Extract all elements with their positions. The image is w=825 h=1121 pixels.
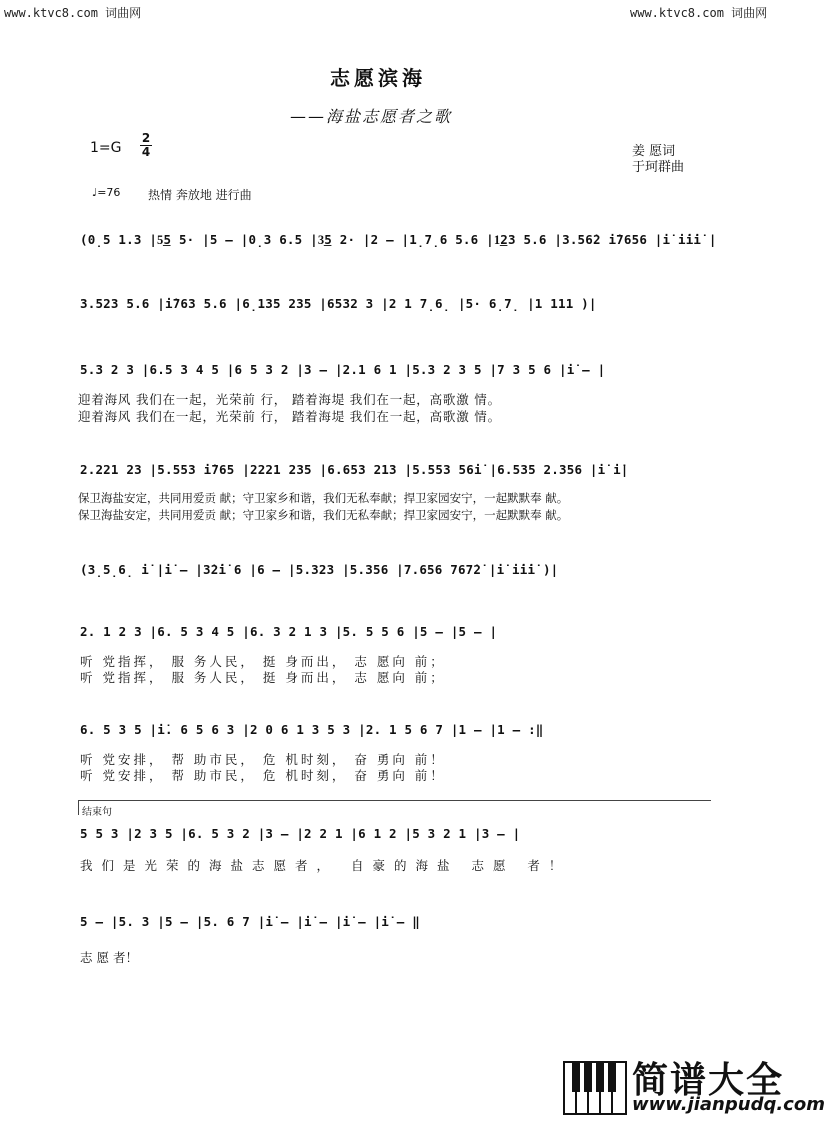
score-line-6-lyric-2: 听 党指挥， 服 务人民， 挺 身而出， 志 愿向 前；	[80, 670, 446, 685]
composer-credit: 于珂群曲	[632, 160, 685, 175]
score-line-8-lyric-1: 我们是光荣的海盐志愿者， 自豪的海盐 志愿 者！	[80, 858, 571, 873]
score-line-7-notes: 6. 5 3 5 |i̇. 6 5 6 3 |2 0 6 1 3 5 3 |2. 1 5 6 7 |1 – |1 – :‖	[80, 722, 544, 737]
score-line-8-notes: 5 5 3 |2 3 5 |6. 5 3 2 |3 – |2 2 1 |6 1 2 |5 3 2 1 |3 – |	[80, 826, 521, 841]
score-line-4-lyric-1: 保卫海盐安定，共同用爱贡 献；守卫家乡和谐，我们无私奉献；捍卫家园安宁，一起默默奉 献。	[78, 491, 569, 505]
ending-section-bracket	[78, 800, 711, 815]
lyricist-credit: 姜 愿词	[632, 144, 676, 159]
score-line-7-lyric-2: 听 党安排， 帮 助市民， 危 机时刻， 奋 勇向 前！	[80, 768, 446, 783]
site-watermark-left: www.ktvc8.com 词曲网	[4, 6, 142, 20]
expression-mark: 热情 奔放地 进行曲	[148, 188, 252, 202]
score-line-3-notes: 5.3 2 3 |6.5 3 4 5 |6 5 3 2 |3 – |2.1 6 1 |5.3 2 3 5 |7 3 5 6 |i̇ – |	[80, 362, 606, 377]
song-title: 志愿滨海	[330, 66, 426, 90]
key-signature: 1=G	[90, 140, 122, 156]
site-watermark-right: www.ktvc8.com 词曲网	[630, 6, 768, 20]
time-signature-bottom: 4	[141, 145, 151, 159]
score-line-9-lyric-1: 志 愿 者！	[80, 950, 138, 965]
score-line-6-notes: 2. 1 2 3 |6. 5 3 4 5 |6. 3 2 1 3 |5. 5 5 6 |5 – |5 – |	[80, 624, 498, 639]
ending-section-label: 结束句	[82, 807, 112, 818]
piano-keys-icon	[562, 1052, 628, 1118]
song-subtitle: ——海盐志愿者之歌	[290, 107, 453, 126]
score-line-7-lyric-1: 听 党安排， 帮 助市民， 危 机时刻， 奋 勇向 前！	[80, 752, 446, 767]
score-line-6-lyric-1: 听 党指挥， 服 务人民， 挺 身而出， 志 愿向 前；	[80, 654, 446, 669]
score-line-4-lyric-2: 保卫海盐安定，共同用爱贡 献；守卫家乡和谐，我们无私奉献；捍卫家园安宁，一起默默奉 献。	[78, 508, 569, 522]
score-line-9-notes: 5 – |5. 3 |5 – |5. 6 7 |i̇ – |i̇ – |i̇ – |i̇ – ‖	[80, 914, 420, 929]
time-signature	[140, 132, 152, 159]
logo-url: www.jianpudq.com	[632, 1094, 825, 1115]
score-line-5-notes: (3̣5̣6̣ i̇ |i̇ – |3̇2̇i̇ 6 |6 – |5.323 |5.356 |7.656 767̇2̇ |i̇ i̇i̇i̇ )|	[80, 562, 559, 577]
score-line-1-notes: (0̣5 1.3 |5͟5 5· |5 – |0̣3 6.5 |3͟5 2· |2 – |1̣7̣6 5.6 |1͟23 5.6 |3.56̇2 i̇7656 |i̇ i̇i̇i̇ |	[80, 232, 717, 247]
score-line-3-lyric-1: 迎着海风 我们在一起，光荣前 行， 踏着海堤 我们在一起，高歌激 情。	[78, 392, 501, 407]
score-line-2-notes: 3.523 5.6 |i̇763 5.6 |6̣135 235 |6532 3 |2 1 7̣6̣ |5· 6̣7̣ |1 111 )|	[80, 296, 597, 311]
score-line-3-lyric-2: 迎着海风 我们在一起，光荣前 行， 踏着海堤 我们在一起，高歌激 情。	[78, 409, 501, 424]
jianpudq-logo	[560, 1050, 825, 1120]
tempo-mark: ♩=76	[92, 186, 121, 199]
score-line-4-notes: 2.221 23 |5.553 i̇765 |2221 235 |6.653 213 |5.553 56i̇ |6.535 2.356 |i̇ i̇|	[80, 462, 629, 477]
logo-title: 简谱大全	[632, 1060, 785, 1101]
time-signature-top: 2	[141, 131, 151, 145]
